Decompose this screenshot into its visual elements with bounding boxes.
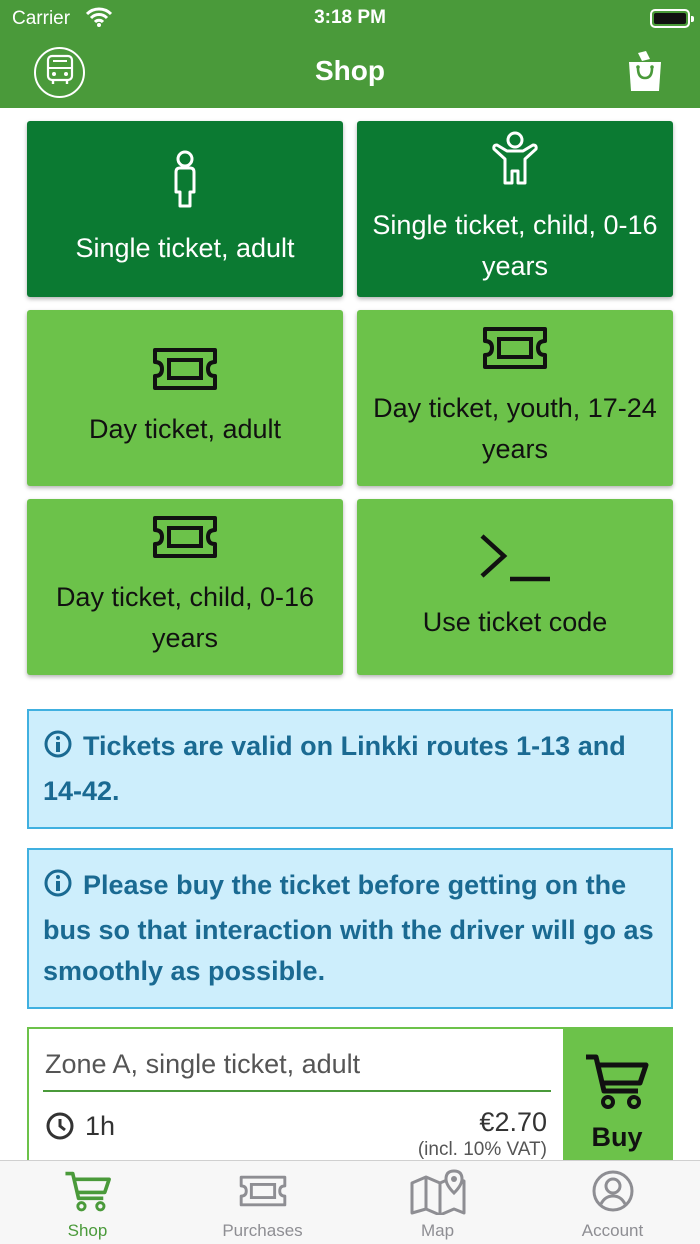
terminal-prompt-icon <box>478 532 552 596</box>
ticket-label: Use ticket code <box>422 606 608 637</box>
clock-icon <box>45 1111 75 1146</box>
cart-icon <box>584 1051 650 1116</box>
ticket-use-code[interactable] <box>357 499 673 675</box>
tab-bar <box>0 1160 700 1244</box>
status-time: 3:18 PM <box>314 7 386 28</box>
tab-label: Shop <box>67 1221 108 1240</box>
carrier-label: Carrier <box>12 8 71 29</box>
ticket-label: Single ticket, adult <box>75 232 295 263</box>
info-text: Tickets are valid on Linkki routes 1-13 and 14-42. <box>43 731 626 806</box>
vat-note: (incl. 10% VAT) <box>417 1139 547 1160</box>
tab-label: Purchases <box>222 1221 303 1240</box>
ticket-icon <box>152 515 218 571</box>
info-icon <box>43 729 73 771</box>
ticket-day-child[interactable] <box>27 499 343 675</box>
tab-purchases[interactable] <box>175 1169 350 1241</box>
ticket-day-youth[interactable] <box>357 310 673 486</box>
ticket-duration: 1h <box>85 1111 116 1141</box>
ticket-price: €2.70 <box>479 1107 547 1137</box>
product-card <box>27 1027 673 1177</box>
tab-shop[interactable] <box>0 1169 175 1241</box>
tab-map[interactable] <box>350 1169 525 1241</box>
battery-icon <box>650 9 690 28</box>
info-icon <box>43 868 73 910</box>
info-notice-buy-before <box>27 848 673 1009</box>
account-icon <box>525 1169 700 1215</box>
ticket-icon <box>175 1169 350 1215</box>
ticket-day-adult[interactable] <box>27 310 343 486</box>
child-person-icon <box>490 131 540 199</box>
tab-label: Account <box>581 1221 644 1240</box>
info-text: Please buy the ticket before getting on the bus so that interaction with the driver will go as smoothly as possible. <box>43 870 654 986</box>
buy-button[interactable] <box>563 1029 671 1177</box>
ticket-single-child[interactable] <box>357 121 673 297</box>
page-title: Shop <box>315 55 385 86</box>
ticket-label: Day ticket, adult <box>88 413 282 444</box>
map-icon <box>350 1169 525 1215</box>
ticket-single-adult[interactable] <box>27 121 343 297</box>
ticket-icon <box>482 326 548 382</box>
product-name: Zone A, single ticket, adult <box>45 1049 361 1079</box>
adult-person-icon <box>168 150 202 222</box>
app-header <box>0 0 700 108</box>
divider <box>43 1090 551 1092</box>
status-bar <box>0 0 700 36</box>
ticket-label: Day ticket, youth, 17-24 years <box>373 393 657 464</box>
tab-label: Map <box>420 1221 455 1240</box>
ticket-label: Day ticket, child, 0-16 years <box>55 582 315 653</box>
shopping-bag-icon <box>624 80 666 97</box>
info-notice-routes <box>27 709 673 829</box>
cart-button[interactable] <box>624 49 666 93</box>
tab-account[interactable] <box>525 1169 700 1241</box>
cart-icon <box>0 1169 175 1215</box>
ticket-icon <box>152 347 218 403</box>
ticket-label: Single ticket, child, 0-16 years <box>372 210 658 281</box>
buy-label: Buy <box>591 1122 643 1152</box>
